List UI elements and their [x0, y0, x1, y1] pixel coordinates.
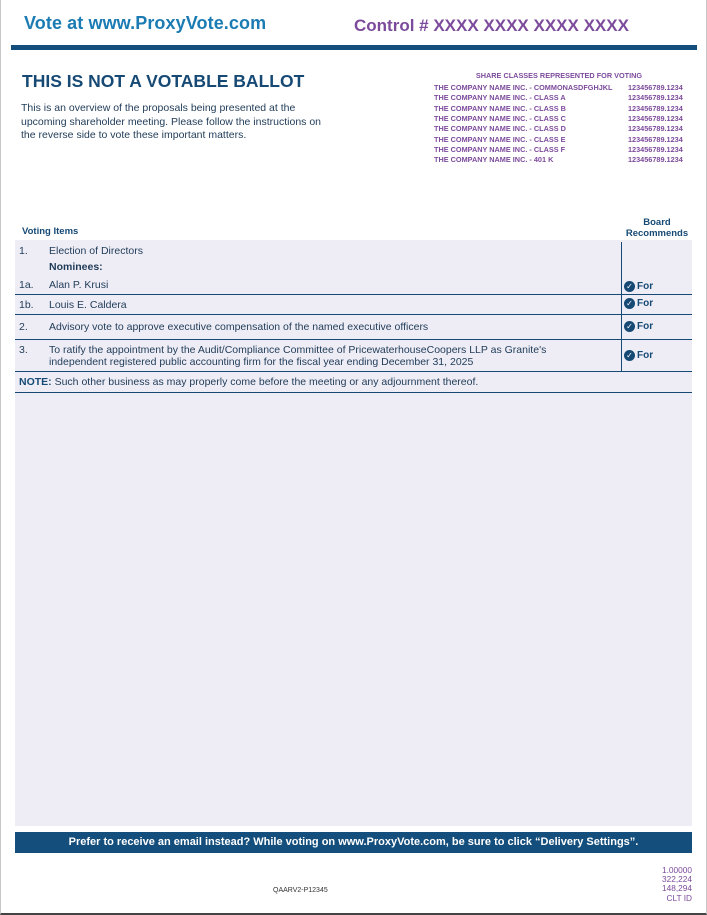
item-number: 1a. — [19, 279, 34, 291]
job-code: QAARV2-P12345 — [273, 887, 328, 894]
item-number: 1. — [19, 245, 28, 257]
recommendation-label: For — [637, 298, 654, 309]
item-text-line: independent registered public accounting firm for the fiscal year ending December 31, 2025 — [49, 356, 474, 368]
row-divider — [15, 371, 692, 372]
check-circle-icon: ✓ — [624, 298, 635, 309]
share-class-name: THE COMPANY NAME INC. - 401 K — [434, 155, 554, 165]
note-body: Such other business as may properly come before the meeting or any adjournment thereof. — [51, 376, 479, 388]
share-class-row — [434, 104, 690, 114]
board-recommendation — [624, 350, 653, 361]
share-class-name: THE COMPANY NAME INC. - CLASS F — [434, 145, 566, 155]
share-class-number: 123456789.1234 — [628, 145, 683, 155]
share-class-row — [434, 135, 690, 145]
share-class-row — [434, 83, 690, 93]
share-class-row — [434, 93, 690, 103]
row-divider — [15, 392, 692, 393]
share-class-name: THE COMPANY NAME INC. - CLASS B — [434, 103, 566, 113]
share-class-number: 123456789.1234 — [628, 103, 683, 113]
vote-at-link[interactable]: Vote at www.ProxyVote.com — [24, 13, 267, 33]
share-class-number: 123456789.1234 — [628, 155, 683, 165]
item-number: 3. — [19, 344, 28, 356]
share-class-number: 123456789.1234 — [628, 124, 683, 134]
recommendation-label: For — [637, 321, 654, 332]
share-class-row — [434, 145, 690, 155]
item-number: 2. — [19, 321, 28, 333]
share-class-row — [434, 114, 690, 124]
row-divider — [15, 314, 692, 315]
overview-line: This is an overview of the proposals being presented at the — [21, 102, 296, 114]
board-recommendation — [624, 321, 653, 332]
board-column-divider — [621, 242, 622, 372]
share-classes-list — [434, 83, 690, 166]
board-label: Board — [643, 217, 671, 228]
share-class-number: 123456789.1234 — [628, 114, 683, 124]
board-recommendation — [624, 298, 653, 309]
row-divider — [15, 294, 692, 295]
recommendation-label: For — [637, 281, 654, 292]
share-class-name: THE COMPANY NAME INC. - CLASS E — [434, 134, 566, 144]
code-line: 148,294 — [662, 883, 692, 894]
item-number: 1b. — [19, 299, 34, 311]
nominees-heading: Nominees: — [49, 261, 103, 273]
overview-text — [21, 102, 361, 143]
ballot-title: THIS IS NOT A VOTABLE BALLOT — [22, 71, 305, 91]
header-rule — [11, 45, 697, 50]
board-recommends-header — [621, 217, 693, 239]
row-divider — [15, 339, 692, 340]
share-classes-title: SHARE CLASSES REPRESENTED FOR VOTING — [475, 71, 643, 80]
overview-line: upcoming shareholder meeting. Please follow the instructions on — [21, 115, 322, 128]
share-class-number: 123456789.1234 — [628, 83, 683, 92]
share-class-number: 123456789.1234 — [628, 93, 683, 103]
check-circle-icon: ✓ — [624, 321, 635, 332]
share-class-name: THE COMPANY NAME INC. - CLASS D — [434, 124, 566, 134]
code-line: CLT ID — [666, 892, 692, 903]
item-text: Advisory vote to approve executive compensation of the named executive officers — [49, 321, 429, 333]
control-number: Control # XXXX XXXX XXXX XXXX — [354, 16, 629, 35]
delivery-settings-banner: Prefer to receive an email instead? While voting on www.ProxyVote.com, be sure to click “Delivery Settings”. — [15, 832, 692, 853]
check-circle-icon: ✓ — [624, 350, 635, 361]
share-class-name: THE COMPANY NAME INC. - COMMONASDFGHJKL — [434, 83, 613, 92]
share-class-number: 123456789.1234 — [628, 134, 683, 144]
share-class-row — [434, 155, 690, 165]
code-line: 322,224 — [662, 874, 692, 885]
share-class-name: THE COMPANY NAME INC. - CLASS A — [434, 93, 566, 103]
voting-items-label: Voting Items — [22, 226, 79, 237]
item-text: Election of Directors — [49, 245, 143, 257]
code-line: 1.00000 — [662, 865, 692, 875]
nominee-name: Louis E. Caldera — [49, 299, 127, 311]
board-recommendation — [624, 281, 653, 292]
note-text — [19, 376, 478, 388]
check-circle-icon: ✓ — [624, 281, 635, 292]
item-text-line: To ratify the appointment by the Audit/Compliance Committee of PricewaterhouseCoopers LLP as Granite's — [49, 344, 547, 356]
note-label: NOTE: — [19, 376, 52, 388]
control-codes — [620, 866, 692, 903]
recommends-label: Recommends — [625, 228, 689, 239]
nominee-name: Alan P. Krusi — [49, 279, 109, 291]
share-class-row — [434, 124, 690, 134]
share-class-name: THE COMPANY NAME INC. - CLASS C — [434, 114, 566, 124]
recommendation-label: For — [637, 350, 654, 361]
overview-line: the reverse side to vote these important matters. — [21, 129, 247, 141]
